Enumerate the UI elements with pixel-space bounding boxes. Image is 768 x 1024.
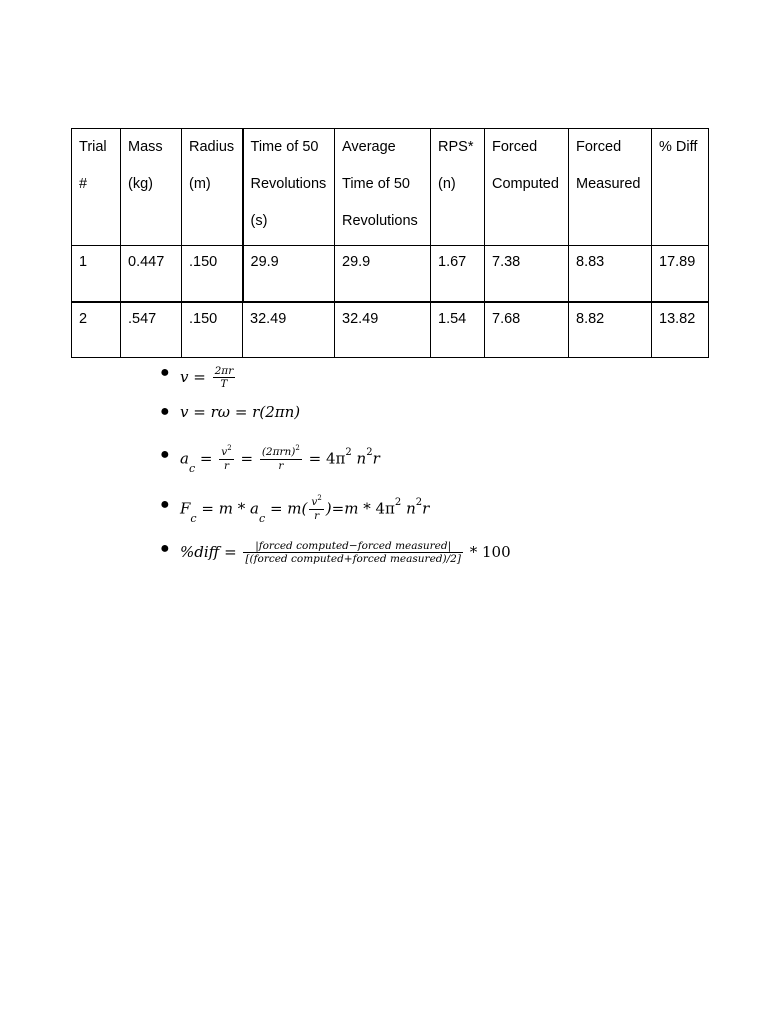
header-time: Time of 50 Revolutions (s)	[243, 129, 335, 246]
fraction: $\frac{v^2}{r}$	[311, 494, 322, 522]
header-forced-measured: Forced Measured	[569, 129, 652, 246]
table-cell: 29.9	[243, 246, 335, 302]
table-cell: 0.447	[121, 246, 182, 302]
table-cell: 17.89	[652, 246, 709, 302]
header-forced-computed: Forced Computed	[485, 129, 569, 246]
table-cell: 2	[72, 302, 121, 358]
header-row	[72, 129, 709, 246]
table-cell: 1.54	[431, 302, 485, 358]
bullet-icon: ●	[160, 540, 170, 557]
header-average-time: Average Time of 50 Revolutions	[335, 129, 431, 246]
table-row	[72, 246, 709, 302]
table-cell: 7.68	[485, 302, 569, 358]
table-cell: 8.82	[569, 302, 652, 358]
bullet-icon: ●	[160, 446, 170, 463]
table-cell: .547	[121, 302, 182, 358]
table-cell: 32.49	[335, 302, 431, 358]
bullet-icon: ●	[160, 364, 170, 381]
table-cell: 32.49	[243, 302, 335, 358]
bullet-icon: ●	[160, 496, 170, 513]
fraction: $\frac{\text{|forced computed−forced measured|}}{\text{[(forced computed+forced measured)/2]}}$	[245, 540, 461, 565]
bullet-icon: ●	[160, 403, 170, 420]
table-cell: .150	[182, 246, 243, 302]
header-radius: Radius (m)	[182, 129, 243, 246]
table-cell: 1.67	[431, 246, 485, 302]
results-table	[71, 128, 709, 358]
table-cell: 29.9	[335, 246, 431, 302]
fraction: $\frac{v^2}{r}$	[221, 444, 232, 472]
table-row	[72, 302, 709, 358]
header-percent-diff: % Diff	[652, 129, 709, 246]
table-cell: .150	[182, 302, 243, 358]
header-rps: RPS* (n)	[431, 129, 485, 246]
fraction: $\frac{2\pi r}{T}$	[214, 365, 234, 390]
table-cell: 8.83	[569, 246, 652, 302]
table-cell: 13.82	[652, 302, 709, 358]
table-cell: 7.38	[485, 246, 569, 302]
header-trial: Trial #	[72, 129, 121, 246]
header-mass: Mass (kg)	[121, 129, 182, 246]
table-cell: 1	[72, 246, 121, 302]
fraction: $\frac{(2\pi rn)^2}{r}$	[261, 444, 300, 472]
